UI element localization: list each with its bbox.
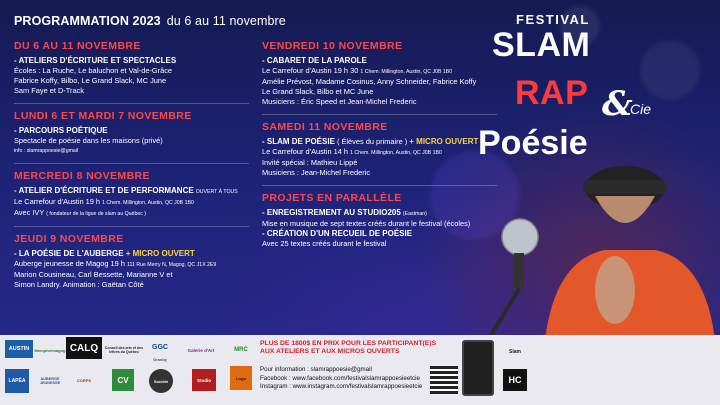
brand-rap: RAP	[515, 74, 589, 112]
project-detail: Avec 25 textes créés durant le festival	[262, 239, 387, 248]
event-note: ( fondateur de la ligue de slam au Québec )	[46, 211, 146, 217]
event-name: - LA POÉSIE DE L'AUBERGE	[14, 249, 124, 258]
schedule-section	[14, 40, 254, 96]
event-detail: Spectacle de poésie dans les maisons (privé)	[14, 136, 163, 145]
sponsor-logo-council: Conseil des arts et des lettres du Québec	[104, 345, 144, 354]
prize-announcement	[260, 340, 460, 356]
event-address: 1 Chem. Millington, Austin, QC J0B 1B0	[102, 200, 194, 206]
sponsor-logo-societe: Société	[149, 369, 173, 393]
divider	[262, 185, 497, 186]
divider	[14, 103, 249, 104]
event-detail: Musiciens : Jean-Michel Frederic	[262, 168, 371, 177]
section-title: LUNDI 6 ET MARDI 7 NOVEMBRE	[14, 110, 192, 122]
project-detail: Mise en musique de sept textes créés durant le festival (écoles)	[262, 219, 471, 228]
project-note: (Eastman)	[402, 211, 427, 217]
event-detail: Invité spécial : Mathieu Lippé	[262, 158, 358, 167]
sponsor-logo-studio: Studio	[192, 369, 216, 391]
divider	[262, 114, 497, 115]
event-venue: Le Carrefour d'Austin 19 h	[14, 197, 101, 206]
brand-ampersand: &	[602, 84, 633, 124]
section-title: PROJETS EN PARALLÈLE	[262, 192, 402, 204]
event-detail: Musiciens : Éric Speed et Jean-Michel Frederic	[262, 97, 417, 106]
festival-label: FESTIVAL	[516, 12, 590, 27]
sponsor-logo-austin: AUSTIN	[5, 340, 33, 358]
section-title: DU 6 AU 11 NOVEMBRE	[14, 40, 141, 52]
open-mic-tag: + MICRO OUVERT	[125, 249, 195, 258]
event-name: - CABARET DE LA PAROLE	[262, 56, 367, 65]
event-detail: Marion Cousineau, Carl Bessette, Marianne V et	[14, 270, 173, 279]
schedule-section	[262, 192, 522, 249]
sponsor-logo-galerie: Galerie d'Art	[187, 347, 215, 353]
sponsor-logo-ggc: GGC	[152, 343, 168, 351]
sponsor-logo-cv: CV	[112, 369, 134, 391]
event-note: ( Élèves du primaire )	[336, 137, 408, 146]
schedule-section	[14, 233, 254, 290]
qr-code-icon[interactable]	[430, 366, 458, 394]
program-title-text: PROGRAMMATION 2023	[14, 14, 161, 28]
event-contact: info : slamrappoesie@gmail	[14, 148, 79, 154]
brand-cie: Cie	[630, 101, 652, 117]
sponsor-logo-lapea: LAPÉA	[5, 369, 29, 393]
sponsor-logo-memphremagog: Memphrémagog	[34, 347, 66, 353]
event-detail: Sam Faye et D-Track	[14, 86, 84, 95]
sponsor-logo-slam: Slam	[509, 349, 521, 355]
program-dates: du 6 au 11 novembre	[166, 14, 286, 28]
sponsor-logo-auberge: AUBERGE JEUNESSE	[39, 377, 61, 385]
info-instagram[interactable]: Instagram : www.instagram.com/festivalslamrappoesieetcie	[260, 383, 423, 390]
event-guest: Avec IVY	[14, 208, 45, 217]
open-mic-tag: + MICRO OUVERT	[409, 137, 479, 146]
program-title	[14, 14, 286, 28]
event-detail: Simon Landry. Animation : Gaëtan Côté	[14, 280, 144, 289]
event-name: - SLAM DE POÉSIE	[262, 137, 335, 146]
sponsor-logo-corps: CORPS	[76, 377, 92, 383]
event-address: 1 Chem. Millington, Austin, QC J0B 1B0	[360, 69, 453, 75]
event-detail: Amélie Prévost, Madame Cosinus, Anny Schneider, Fabrice Koffy	[262, 77, 477, 86]
event-venue: Le Carrefour d'Austin 19 h 30	[262, 66, 359, 75]
event-name: - ATELIERS D'ÉCRITURE ET SPECTACLES	[14, 56, 177, 65]
project-name: - CRÉATION D'UN RECUEIL DE POÉSIE	[262, 229, 413, 238]
schedule-section	[14, 170, 254, 219]
info-email[interactable]: Pour information : slamrappoesie@gmail	[260, 366, 372, 373]
section-title: JEUDI 9 NOVEMBRE	[14, 233, 124, 245]
divider	[14, 163, 249, 164]
brand-poesie: Poésie	[478, 124, 588, 162]
sponsor-logo-granby: Granby	[152, 356, 167, 362]
brand-slam: SLAM	[492, 26, 591, 64]
project-name: - ENREGISTREMENT AU STUDIO205	[262, 208, 401, 217]
event-detail: Fabrice Koffy, Bilbo, Le Grand Slack, MC June	[14, 76, 167, 85]
prize-line: AUX ATELIERS ET AUX MICROS OUVERTS	[260, 348, 400, 355]
schedule-section	[14, 110, 254, 156]
event-detail: Écoles : La Ruche, Le baluchon et Val-de-Grâce	[14, 66, 173, 75]
bokeh-light	[640, 40, 700, 100]
section-title: SAMEDI 11 NOVEMBRE	[262, 121, 388, 133]
event-address: 1 Chem. Millington, Austin, QC J0B 1B0	[350, 150, 442, 156]
event-name: - PARCOURS POÉTIQUE	[14, 126, 108, 135]
sponsor-logo-mrc: MRC	[234, 347, 248, 353]
sponsor-logo-calq: CALQ	[66, 337, 102, 359]
event-venue: Auberge jeunesse de Magog 19 h	[14, 259, 125, 268]
section-title: VENDREDI 10 NOVEMBRE	[262, 40, 403, 52]
schedule-section	[262, 40, 522, 107]
schedule-left-column	[14, 40, 254, 297]
event-venue: Le Carrefour d'Austin 14 h	[262, 147, 349, 156]
info-facebook[interactable]: Facebook : www.facebook.com/festivalslamrappoesieetcie	[260, 374, 420, 382]
event-name: - ATELIER D'ÉCRITURE ET DE PERFORMANCE	[14, 186, 194, 195]
phone-image	[462, 340, 494, 396]
divider	[14, 226, 249, 227]
event-note: OUVERT À TOUS	[195, 189, 238, 195]
event-address: 111 Rue Merry N, Magog, QC J1X 2E9	[127, 262, 217, 268]
section-title: MERCREDI 8 NOVEMBRE	[14, 170, 150, 182]
sponsor-logo-hc: HC	[503, 369, 527, 391]
prize-line: PLUS DE 1800$ EN PRIX POUR LES PARTICIPANT(E)S	[260, 340, 437, 347]
event-detail: Le Grand Slack, Bilbo et MC June	[262, 87, 374, 96]
sponsor-logo-orange: Logo	[230, 366, 252, 390]
